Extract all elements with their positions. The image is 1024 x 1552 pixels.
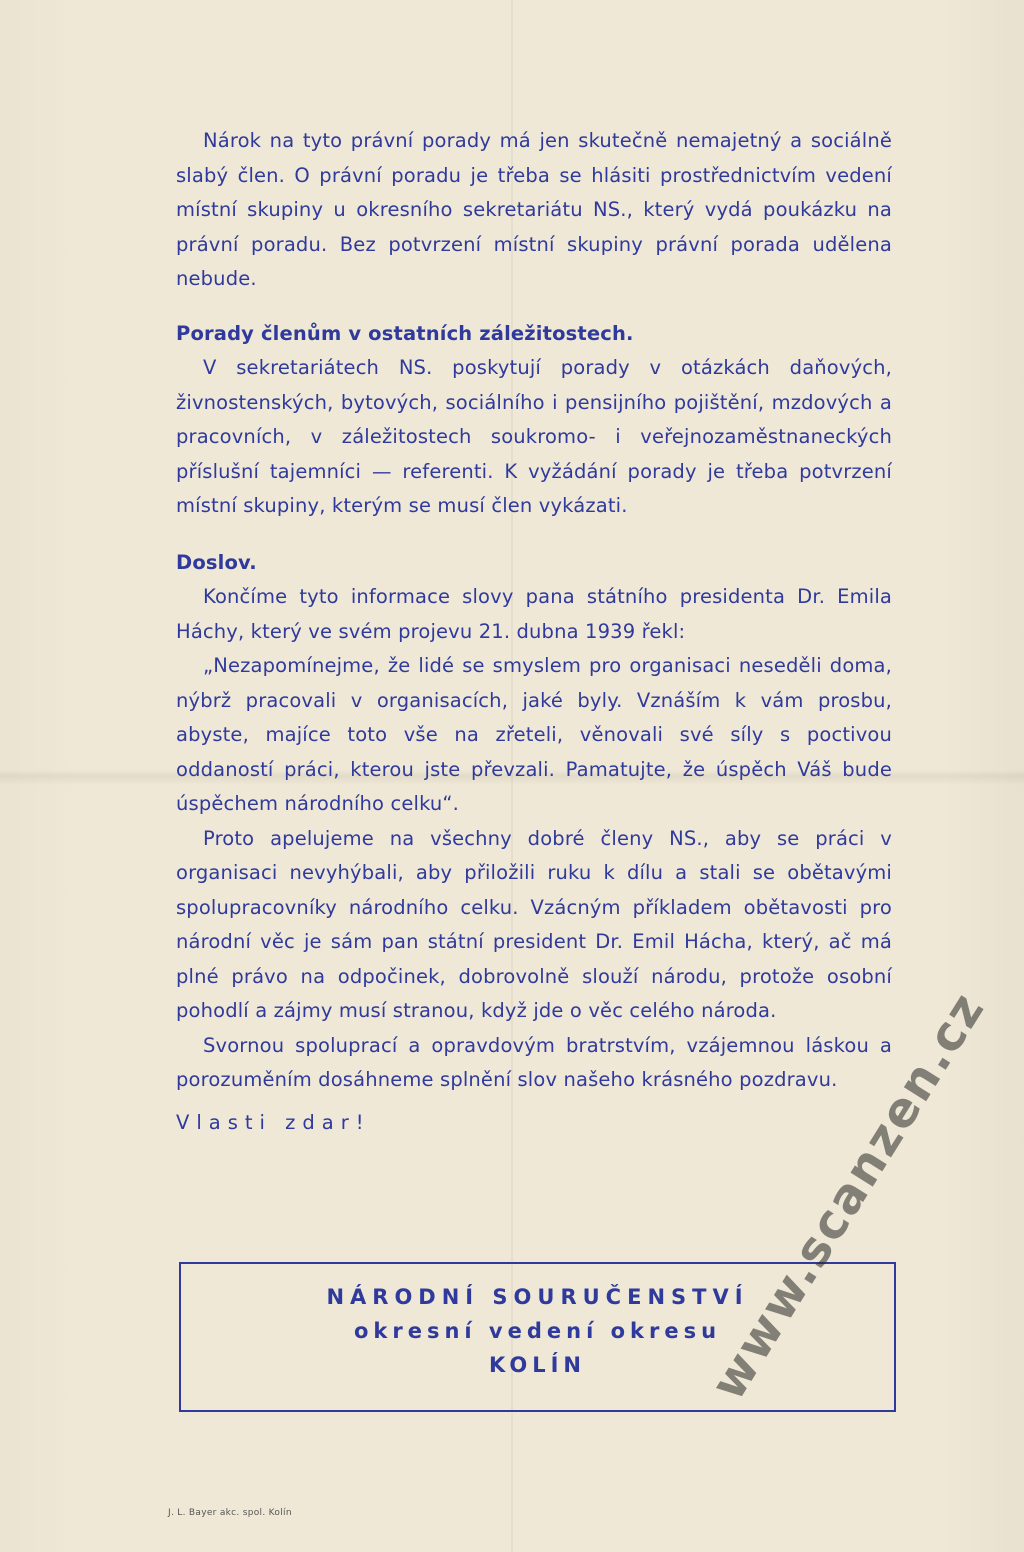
- paragraph-president-quote: „Nezapomínejme, že lidé se smyslem pro organisaci neseděli doma, nýbrž pracovali v organisacích, jaké byly. Vznáším k vám prosbu, abyste, majíce toto vše na zřeteli, věnovali své síly s poctivou oddaností práci, kterou jste převzali. Pamatujte, že úspěch Váš bude úspěchem národního celku“.: [176, 654, 892, 815]
- organisation-town: KOLÍN: [489, 1353, 586, 1377]
- organisation-name: NÁRODNÍ SOURUČENSTVÍ: [326, 1285, 749, 1309]
- heading-afterword: Doslov.: [176, 550, 257, 574]
- paragraph-president-intro: Končíme tyto informace slovy pana státního presidenta Dr. Emila Háchy, který ve svém projevu 21. dubna 1939 řekl:: [176, 585, 892, 643]
- heading-other-matters: Porady členům v ostatních záležitostech.: [176, 321, 634, 345]
- organisation-unit: okresní vedení okresu: [353, 1319, 722, 1343]
- paragraph-appeal: Proto apelujeme na všechny dobré členy NS., aby se práci v organisaci nevyhýbali, aby přiložili ruku k dílu a stali se obětavými spolupracovníky národního celku. Vzácným příkladem obětavosti pro národní věc je sám pan státní president Dr. Emil Hácha, který, ač má plné právo na odpočinek, dobrovolně slouží národu, protože osobní pohodlí a zájmy musí stranou, když jde o věc celého národa.: [176, 826, 892, 1022]
- paragraph-cooperation: Svornou spoluprací a opravdovým bratrstvím, vzájemnou láskou a porozuměním dosáhneme splnění slov našeho krásného pozdravu.: [176, 1033, 892, 1091]
- watermark: www.scanzen.cz: [700, 982, 997, 1410]
- paragraph-secretariat-advice: V sekretariátech NS. poskytují porady v otázkách daňových, živnostenských, bytových, sociálního i pensijního pojištění, mzdových a pracovních, v záležitostech soukromo- i veřejnozaměstnaneckých příslušní tajemníci — referenti. K vyžádání porady je třeba potvrzení místní skupiny, kterým se musí člen vykázati.: [176, 356, 892, 517]
- document-body: [176, 124, 892, 1140]
- paragraph-legal-advice: Nárok na tyto právní porady má jen skutečně nemajetný a sociálně slabý člen. O právní poradu je třeba se hlásiti prostřednictvím vedení místní skupiny u okresního sekretariátu NS., který vydá poukázku na právní poradu. Bez potvrzení místní skupiny právní porada udělena nebude.: [176, 129, 892, 290]
- printer-imprint: J. L. Bayer akc. spol. Kolín: [168, 1508, 292, 1518]
- closing-greeting: Vlasti zdar!: [176, 1110, 371, 1134]
